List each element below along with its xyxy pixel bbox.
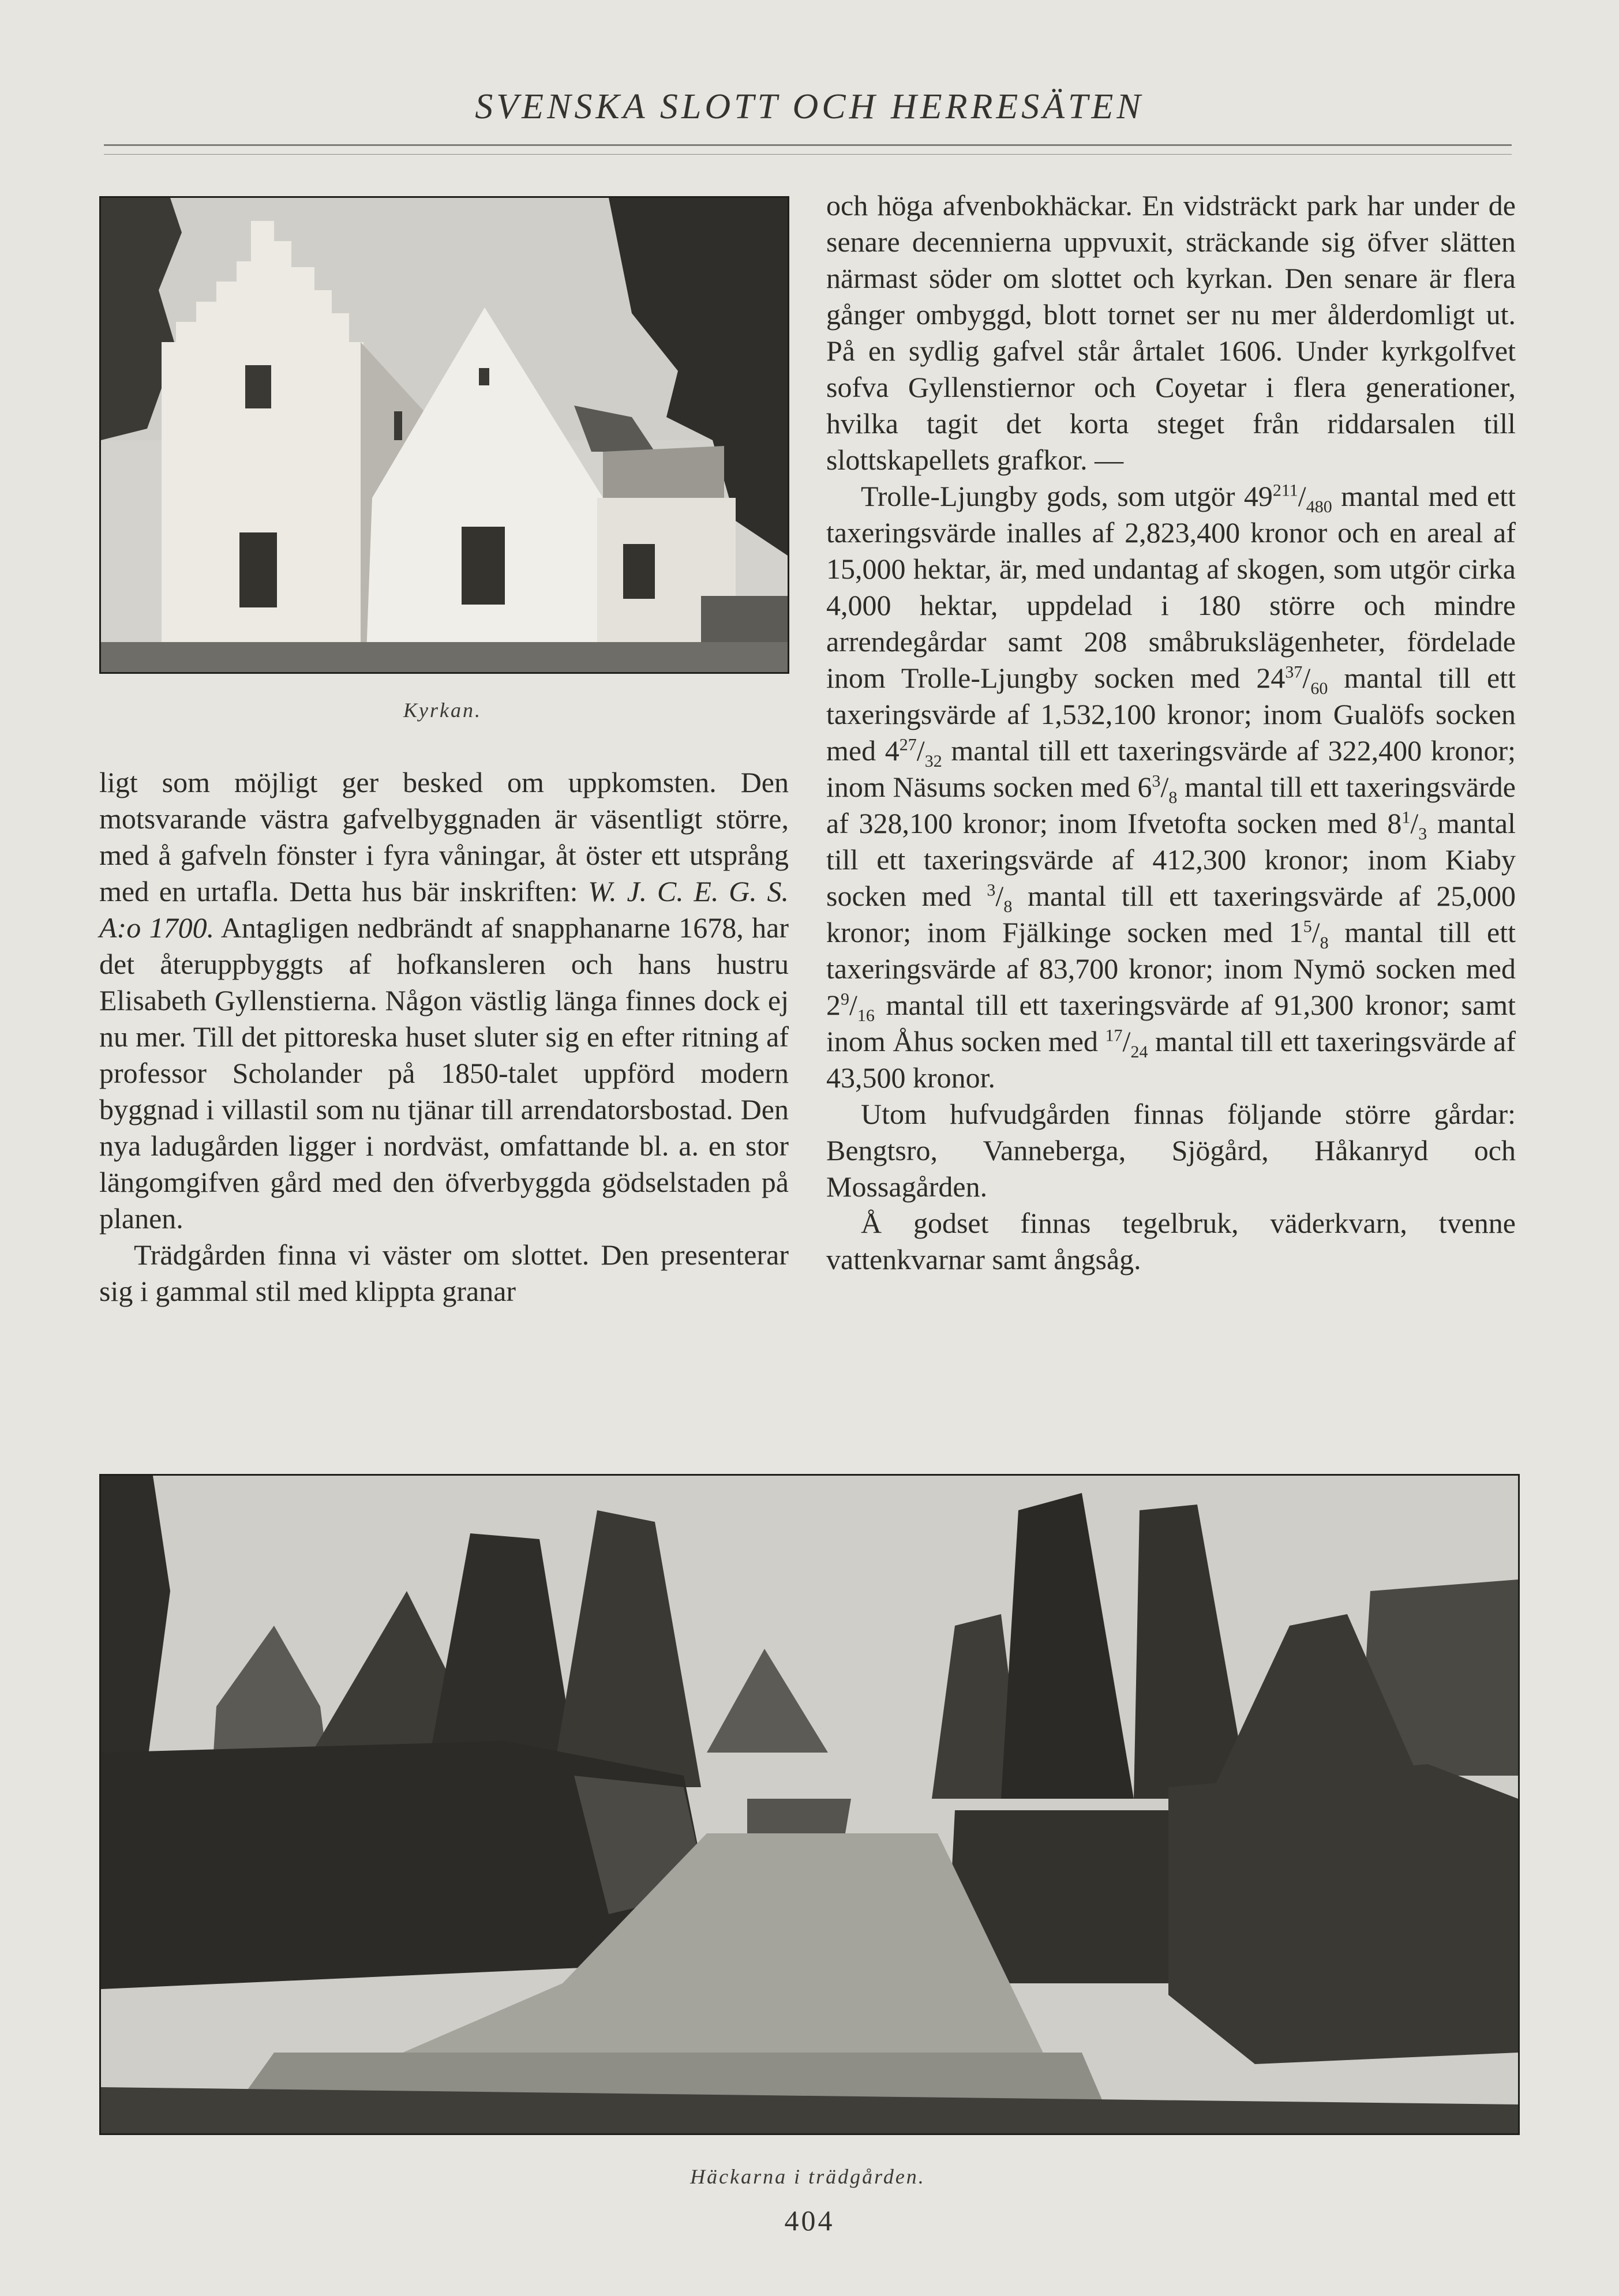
right-paragraph-4: Å godset finnas tegelbruk, väderkvarn, tvenne vattenkvarnar samt ångsåg. (826, 1207, 1516, 1275)
right-paragraph-1: och höga afvenbokhäckar. En vidsträckt park har under de senare decennierna uppvuxit, sträckande sig öfver slätten närmast söder om slottet och kyrkan. Den senare är flera gånger ombyggd, blott tornet ser nu mer ålderdomligt ut. På en sydlig gafvel står årtalet 1606. Under kyrkgolfvet sofva Gyllenstiernor och Coyetar i flera generationer, hvilka tagit det korta steget från riddarsalen till slottskapellets grafkor. — (826, 189, 1516, 476)
right-paragraph-3: Utom hufvudgården finnas följande större gårdar: Bengtsro, Vanneberga, Sjögård, Håkanryd och Mossagården. (826, 1098, 1516, 1203)
left-text-column (99, 764, 789, 1310)
right-paragraph-2: Trolle-Ljungby gods, som utgör $49^{211}/_{480}$ mantal med ett taxeringsvärde inalles af 2,823,400 kronor och en areal af 15,000 hektar, är, med undantag af skogen, som utgör cirka 4,000 hektar, uppdelad i 180 större och mindre arrendegårdar samt 208 småbrukslägenheter, fördelade inom Trolle-Ljungby socken med $24^{37}/_{60}$ mantal till ett taxeringsvärde af 1,532,100 kronor; inom Gualöfs socken med $4^{27}/_{32}$ mantal till ett taxeringsvärde af 322,400 kronor; inom Näsums socken med $6^3/_8$ mantal till ett taxeringsvärde af 328,100 kronor; inom Ifvetofta socken med $8^1/_3$ mantal till ett taxeringsvärde af 412,300 kronor; inom Kiaby socken med $^3/_8$ mantal till ett taxeringsvärde af 25,000 kronor; inom Fjälkinge socken med $1^5/_8$ mantal till ett taxeringsvärde af 83,700 kronor; inom Nymö socken med $2^9/_{16}$ mantal till ett taxeringsvärde af 91,300 kronor; samt inom Åhus socken med $^{17}/_{24}$ mantal till ett taxeringsvärde af 43,500 kronor. (826, 480, 1516, 1094)
church-photo-icon (101, 198, 788, 672)
hedge-garden-photo-icon (101, 1476, 1518, 2133)
church-photo (99, 196, 789, 674)
church-caption: Kyrkan. (403, 699, 482, 722)
page-number: 404 (784, 2204, 835, 2237)
garden-caption: Häckarna i trädgården. (690, 2165, 925, 2188)
right-text-column (826, 187, 1516, 1278)
running-title: SVENSKA SLOTT OCH HERRESÄTEN (475, 87, 1144, 126)
header-rule (104, 144, 1512, 155)
inscription: W. J. C. E. G. S. A:o 1700. (99, 875, 789, 944)
garden-photo (99, 1474, 1520, 2135)
left-paragraph-2: Trädgården finna vi väster om slottet. Den presenterar sig i gammal stil med klippta granar (99, 1239, 789, 1307)
left-paragraph-1: ligt som möjligt ger besked om uppkomsten. Den motsvarande västra gafvelbyggnaden är väsentligt större, med å gafveln fönster i fyra våningar, åt öster ett utsprång med en urtafla. Detta hus bär inskriften: W. J. C. E. G. S. A:o 1700. Antagligen nedbrändt af snapphanarne 1678, har det återuppbyggts af hofkansleren och hans hustru Elisabeth Gyllenstierna. Någon västlig länga finnes dock ej nu mer. Till det pittoreska huset sluter sig en efter ritning af professor Scholander på 1850-talet uppförd modern byggnad i villastil som nu tjänar till arrendatorsbostad. Den nya ladugården ligger i nordväst, omfattande bl. a. en stor längomgifven gård med den öfverbyggda gödselstaden på planen. (99, 766, 789, 1235)
